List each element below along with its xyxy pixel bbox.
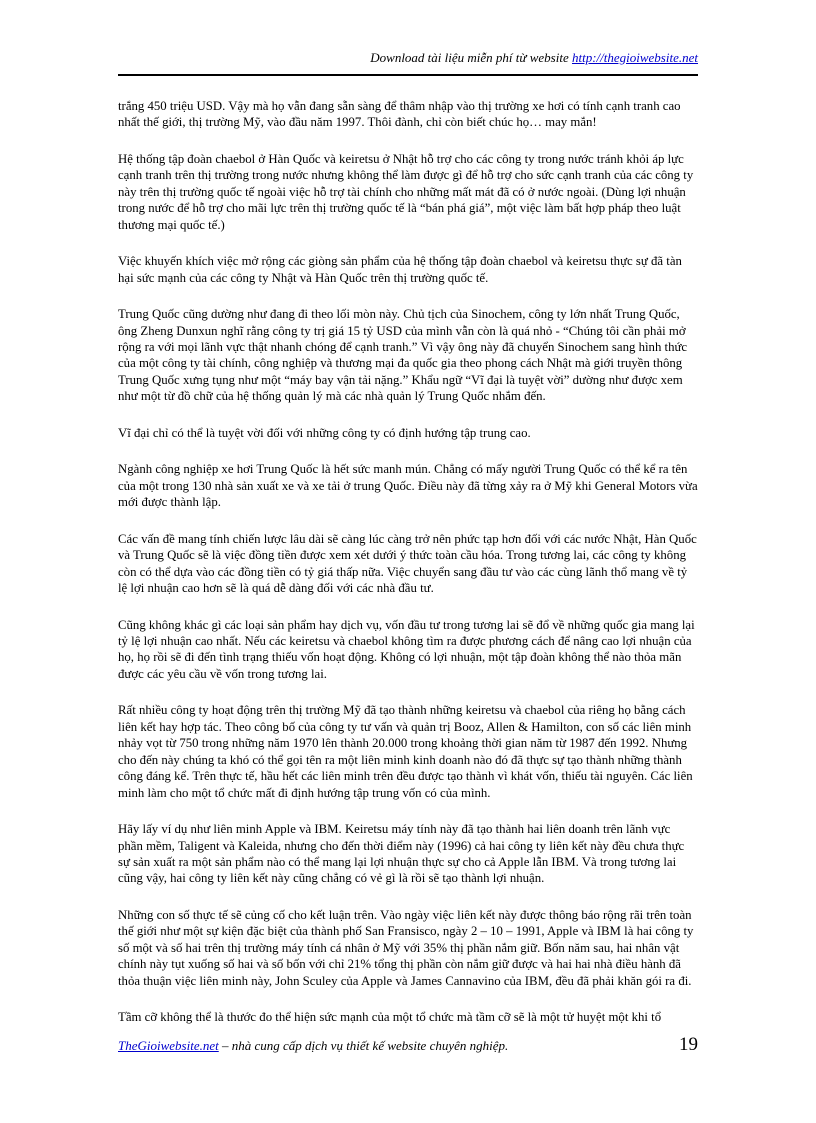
footer-text	[118, 1038, 508, 1054]
header-divider	[118, 74, 698, 76]
paragraph: Tầm cỡ không thể là thước đo thể hiện sức mạnh của một tổ chức mà tầm cỡ sẽ là một tử huyệt một khi tổ	[118, 1010, 662, 1025]
paragraph: Hệ thống tập đoàn chaebol ở Hàn Quốc và keiretsu ở Nhật hỗ trợ cho các công ty trong nước tránh khỏi áp lực cạnh tranh trên thị trường trong nước nhưng không thể làm được gì để hỗ trợ cho sức cạnh tranh của các công ty này trên thị trường quốc tế ngoài việc hỗ trợ tài chính cho những mất mát đã có ở nước ngoài. (Dùng lợi nhuận trong nước để hỗ trợ cho mãi lực trên thị trường quốc tế là “bán phá giá”, một việc làm bất hợp pháp theo luật thương mại quốc tế.)	[118, 152, 694, 232]
footer-website-link[interactable]: TheGioiwebsite.net	[118, 1038, 219, 1053]
footer-tagline: – nhà cung cấp dịch vụ thiết kế website chuyên nghiệp.	[218, 1038, 509, 1053]
page-number: 19	[679, 1034, 698, 1055]
page-footer	[118, 1034, 698, 1064]
paragraph: Những con số thực tế sẽ củng cố cho kết luận trên. Vào ngày việc liên kết này được thông báo rộng rãi trên toàn thế giới như một sự kiện đặc biệt của thành phố San Fransisco, ngày 2 – 10 – 1991, Apple và IBM là hai công ty số một và số hai trên thị trường máy tính cá nhân ở Mỹ với 35% thị phần nắm giữ. Bốn năm sau, hai nhân vật chính này tụt xuống số hai và số bốn với chỉ 21% tổng thị phần còn nắm giữ được và hai hai nhà điều hành đã thỏa thuận việc liên minh này, John Sculey của Apple và James Cannavino của IBM, đều đã phải khăn gói ra đi.	[118, 907, 694, 988]
header-text: Download tài liệu miễn phí từ website	[370, 50, 572, 65]
header-website-link[interactable]: http://thegioiwebsite.net	[571, 50, 698, 65]
paragraph: Cũng không khác gì các loại sản phẩm hay dịch vụ, vốn đầu tư trong tương lai sẽ đổ về những quốc gia mang lại tỷ lệ lợi nhuận cao nhất. Nếu các keiretsu và chaebol không tìm ra được phương cách để nâng cao lợi nhuận của họ, họ rồi sẽ đi đến tình trạng thiếu vốn hoạt động. Không có lợi nhuận, một tập đoàn không thể nào thỏa mãn được các yêu cầu về vốn trong tương lai.	[118, 617, 695, 681]
paragraph: Việc khuyến khích việc mở rộng các giòng sản phẩm của hệ thống tập đoàn chaebol và keiretsu thực sự đã tàn hại sức mạnh của các công ty Nhật và Hàn Quốc trên thị trường quốc tế.	[118, 254, 682, 285]
paragraph: Rất nhiều công ty hoạt động trên thị trường Mỹ đã tạo thành những keiretsu và chaebol của riêng họ bằng cách liên kết hay hợp tác. Theo công bố của công ty tư vấn và quản trị Booz, Allen & Hamilton, con số các liên minh nhảy vọt từ 750 trong những năm 1970 lên thành 20.000 trong khoảng thời gian năm từ 1987 đến 1992. Nhưng cho đến này chúng ta khó có thể gọi tên ra một liên minh kinh doanh nào đó đã thực sự tạo thành những thành công đáng kể. Trên thực tế, hầu hết các liên minh trên đều được tạo thành vì khát vốn, thiếu tài nguyên. Các liên minh làm cho một tổ chức mất đi định hướng tập trung vốn có của mình.	[118, 703, 693, 800]
document-body	[118, 98, 698, 1046]
paragraph: Trung Quốc cũng dường như đang đi theo lối mòn này. Chủ tịch của Sinochem, công ty lớn nhất Trung Quốc, ông Zheng Dunxun nghĩ rằng công ty trị giá 15 tỷ USD của mình vẫn còn là quá nhỏ - “Chúng tôi cần phải mở rộng ra với mọi lãnh vực thật nhanh chóng để cạnh tranh.” Vì vậy ông này đã chuyển Sinochem sang hình thức của một công ty tài chính, công nghiệp và thương mại đa quốc gia theo phong cách Nhật mà giới truyền thông Trung Quốc xưng tụng như một “máy bay vận tải nặng.” Khẩu ngữ “Vĩ đại là tuyệt vời” dường như được xem như một từ đồ chữ của hệ thống quản lý mà các nhà quản lý Trung Quốc nhắm đến.	[118, 307, 688, 404]
paragraph: Ngành công nghiệp xe hơi Trung Quốc là hết sức manh mún. Chẳng có mấy người Trung Quốc có thể kể ra tên của một trong 130 nhà sản xuất xe và xe tải ở trung Quốc. Điều này đã từng xảy ra ở Mỹ khi General Motors vừa mới được thành lập.	[118, 462, 698, 510]
paragraph: Các vấn đề mang tính chiến lược lâu dài sẽ càng lúc càng trở nên phức tạp hơn đối với các nước Nhật, Hàn Quốc và Trung Quốc sẽ là việc đồng tiền được xem xét dưới ý thức toàn cầu hóa. Trong tương lai, các công ty không còn có thể dựa vào các đồng tiền có tỷ giá thấp nữa. Việc chuyển sang đầu tư vào các cùng lãnh thổ mang về tỷ lệ lợi nhuận cao hơn sẽ là quá dễ dàng đối với các nhà đầu tư.	[118, 531, 697, 596]
page-header	[118, 50, 698, 72]
paragraph: Hãy lấy ví dụ như liên minh Apple và IBM. Keiretsu máy tính này đã tạo thành hai liên doanh trên lãnh vực phần mềm, Taligent và Kaleida, nhưng cho đến thời điểm này (1996) cả hai công ty liên kết này đều chưa thực sự sản xuất ra một sản phẩm nào có thể mang lại lợi nhuận thực sự cho cả Apple lẫn IBM. Và trong tương lai cũng vậy, hai công ty liên kết này cũng chẳng có vẻ gì là rồi sẽ tạo thành lợi nhuận.	[118, 822, 685, 886]
paragraph: Vĩ đại chỉ có thể là tuyệt vời đối với những công ty có định hướng tập trung cao.	[118, 425, 531, 440]
paragraph: trắng 450 triệu USD. Vậy mà họ vẫn đang sẵn sàng để thâm nhập vào thị trường xe hơi có tính cạnh tranh cao nhất thế giới, thị trường Mỹ, vào đầu năm 1997. Thôi đành, chỉ còn biết chúc họ… may mắn!	[118, 99, 681, 130]
